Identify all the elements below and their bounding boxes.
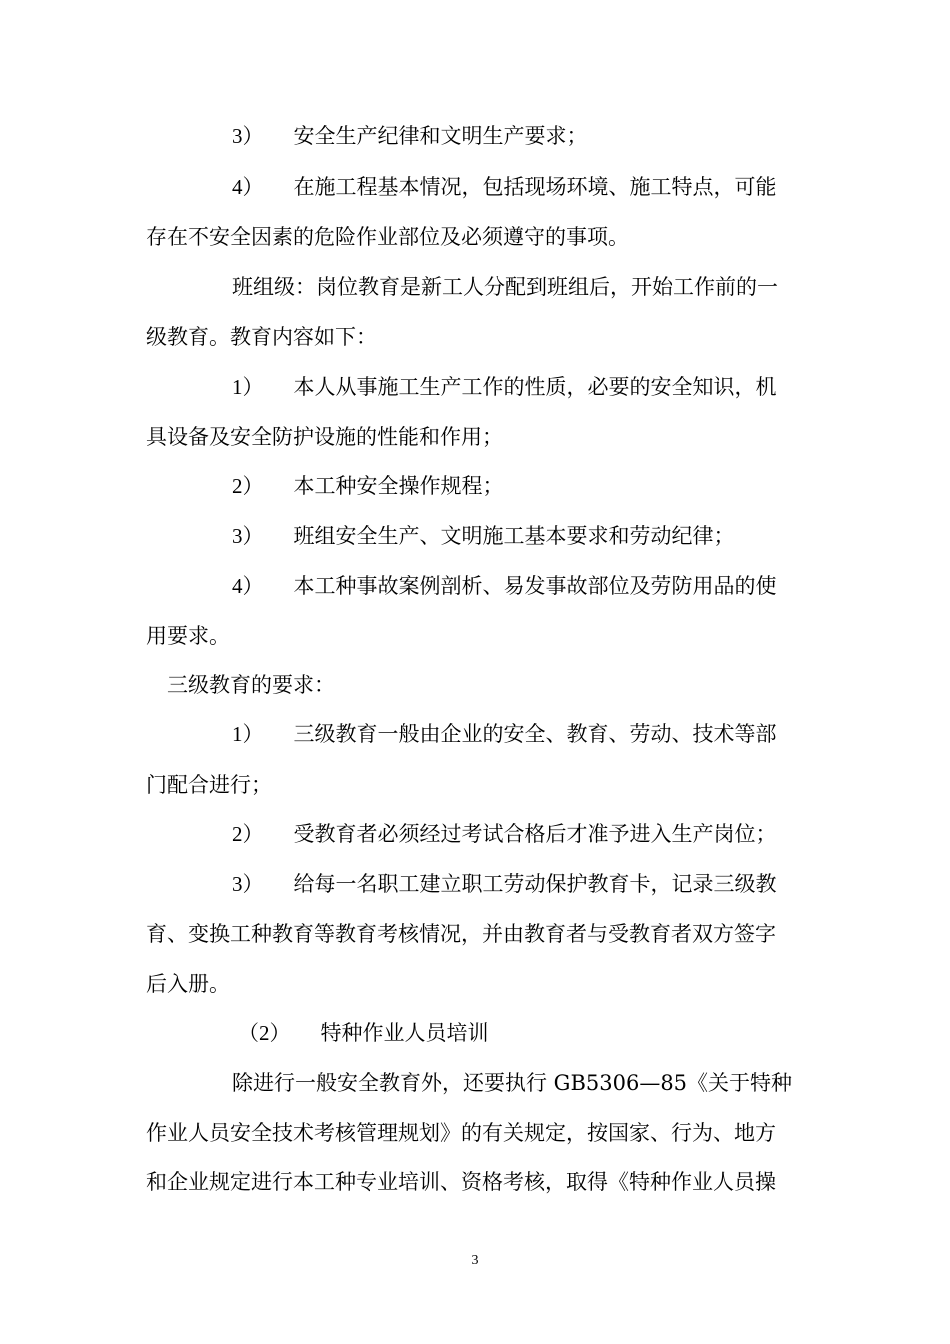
item-number: 1） — [232, 722, 264, 746]
line-text: 育、变换工种教育等教育考核情况，并由教育者与受教育者双方签字 — [146, 922, 776, 946]
item-number: 2） — [232, 474, 264, 498]
line-text: 给每一名职工建立职工劳动保护教育卡，记录三级教 — [293, 872, 777, 896]
text-line — [232, 273, 778, 301]
text-line — [232, 122, 588, 150]
text-line — [232, 1069, 792, 1097]
item-number: 4） — [232, 175, 264, 199]
text-line — [232, 173, 777, 201]
page-number: 3 — [471, 1253, 479, 1268]
item-number: 4） — [232, 574, 264, 598]
text-line — [146, 970, 230, 998]
line-text: 用要求。 — [146, 624, 230, 648]
line-text: 安全生产纪律和文明生产要求； — [293, 124, 588, 148]
line-text: 后入册。 — [146, 972, 230, 996]
section-heading — [167, 671, 335, 699]
text-line — [146, 1119, 776, 1147]
text-line — [146, 771, 272, 799]
line-text: 受教育者必须经过考试合格后才准予进入生产岗位； — [293, 822, 777, 846]
line-text: 班组安全生产、文明施工基本要求和劳动纪律； — [293, 524, 735, 548]
item-number: 3） — [232, 124, 264, 148]
line-text: 三级教育的要求： — [167, 673, 335, 697]
line-text: 三级教育一般由企业的安全、教育、劳动、技术等部 — [293, 722, 777, 746]
line-text: 存在不安全因素的危险作业部位及必须遵守的事项。 — [146, 225, 629, 249]
line-text: 班组级：岗位教育是新工人分配到班组后，开始工作前的一 — [232, 275, 778, 299]
text-line — [146, 423, 503, 451]
line-text: 门配合进行； — [146, 773, 272, 797]
text-line — [232, 522, 735, 550]
line-text: 在施工程基本情况，包括现场环境、施工特点，可能 — [293, 175, 777, 199]
text-line — [232, 870, 777, 898]
text-line — [146, 920, 776, 948]
item-number: 1） — [232, 375, 264, 399]
text-line — [232, 820, 777, 848]
item-number: 2） — [232, 822, 264, 846]
text-line — [232, 572, 777, 600]
text-line — [146, 1168, 776, 1196]
item-number: （2） — [238, 1021, 291, 1045]
line-text: 和企业规定进行本工种专业培训、资格考核，取得《特种作业人员操 — [146, 1170, 776, 1194]
section-heading — [238, 1019, 489, 1047]
line-text: 具设备及安全防护设施的性能和作用； — [146, 425, 503, 449]
item-number: 3） — [232, 872, 264, 896]
text-line — [146, 223, 629, 251]
line-text: 特种作业人员培训 — [320, 1021, 489, 1045]
line-text: 本工种安全操作规程； — [293, 474, 504, 498]
text-line — [146, 323, 377, 351]
text-line — [232, 373, 777, 401]
text-line — [232, 720, 777, 748]
line-text: 作业人员安全技术考核管理规划》的有关规定，按国家、行为、地方 — [146, 1121, 776, 1145]
text-line — [232, 472, 504, 500]
line-text: 本人从事施工生产工作的性质，必要的安全知识，机 — [293, 375, 777, 399]
line-text: 级教育。教育内容如下： — [146, 325, 377, 349]
text-line — [146, 622, 230, 650]
line-text: 本工种事故案例剖析、易发事故部位及劳防用品的使 — [293, 574, 777, 598]
line-text: 除进行一般安全教育外，还要执行 GB5306—85《关于特种 — [232, 1071, 793, 1095]
item-number: 3） — [232, 524, 264, 548]
